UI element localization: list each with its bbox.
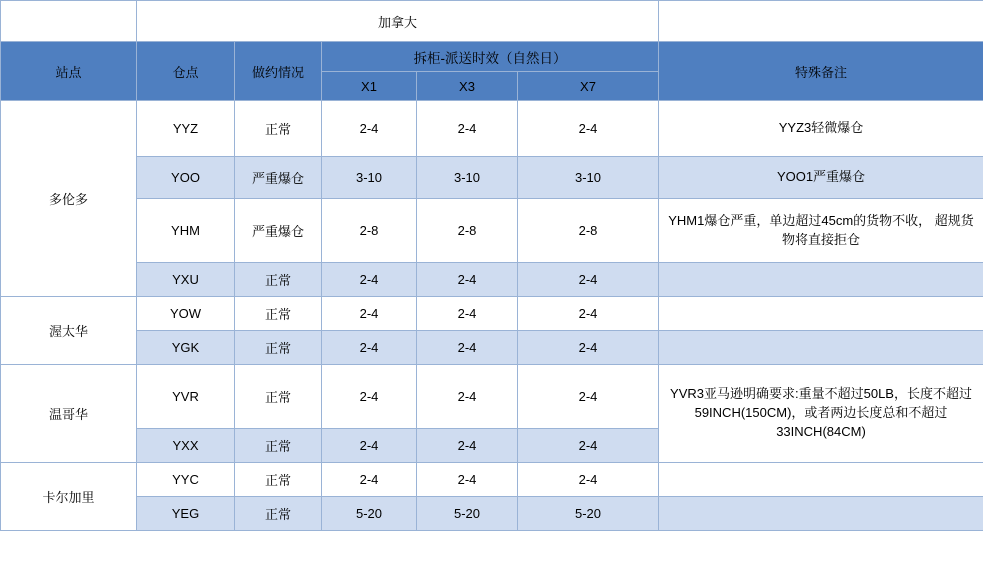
cell-leadtime-x3: 2-4 bbox=[417, 463, 518, 497]
header-remark: 特殊备注 bbox=[659, 42, 983, 101]
cell-leadtime-x7: 5-20 bbox=[518, 497, 659, 531]
cell-remark: YOO1严重爆仓 bbox=[659, 157, 983, 199]
cell-remark bbox=[659, 263, 983, 297]
title-right-spacer bbox=[659, 1, 983, 42]
cell-leadtime-x7: 2-8 bbox=[518, 199, 659, 263]
cell-leadtime-x1: 2-4 bbox=[322, 429, 417, 463]
table-row bbox=[1, 263, 983, 297]
cell-leadtime-x7: 2-4 bbox=[518, 101, 659, 157]
table-row bbox=[1, 365, 983, 429]
table-row bbox=[1, 101, 983, 157]
cell-contract-status: 正常 bbox=[235, 497, 322, 531]
table-row bbox=[1, 331, 983, 365]
table-row bbox=[1, 297, 983, 331]
table-row bbox=[1, 199, 983, 263]
header-warehouse: 仓点 bbox=[137, 42, 235, 101]
header-contract: 做约情况 bbox=[235, 42, 322, 101]
header-x7: X7 bbox=[518, 72, 659, 101]
cell-warehouse: YYC bbox=[137, 463, 235, 497]
cell-leadtime-x1: 2-4 bbox=[322, 365, 417, 429]
header-x1: X1 bbox=[322, 72, 417, 101]
cell-leadtime-x3: 2-4 bbox=[417, 365, 518, 429]
cell-leadtime-x1: 2-4 bbox=[322, 331, 417, 365]
cell-remark bbox=[659, 497, 983, 531]
cell-remark: YYZ3轻微爆仓 bbox=[659, 101, 983, 157]
cell-contract-status: 正常 bbox=[235, 429, 322, 463]
cell-remark bbox=[659, 297, 983, 331]
header-station: 站点 bbox=[1, 42, 137, 101]
cell-contract-status: 正常 bbox=[235, 331, 322, 365]
cell-contract-status: 严重爆仓 bbox=[235, 199, 322, 263]
cell-leadtime-x1: 2-4 bbox=[322, 463, 417, 497]
cell-leadtime-x3: 3-10 bbox=[417, 157, 518, 199]
cell-warehouse: YXU bbox=[137, 263, 235, 297]
cell-leadtime-x1: 2-4 bbox=[322, 297, 417, 331]
cell-contract-status: 正常 bbox=[235, 263, 322, 297]
cell-leadtime-x3: 2-4 bbox=[417, 263, 518, 297]
cell-leadtime-x1: 5-20 bbox=[322, 497, 417, 531]
cell-leadtime-x3: 2-4 bbox=[417, 331, 518, 365]
cell-warehouse: YOO bbox=[137, 157, 235, 199]
cell-warehouse: YGK bbox=[137, 331, 235, 365]
table-row bbox=[1, 463, 983, 497]
cell-leadtime-x3: 5-20 bbox=[417, 497, 518, 531]
cell-contract-status: 正常 bbox=[235, 297, 322, 331]
cell-station: 渥太华 bbox=[1, 297, 137, 365]
cell-warehouse: YOW bbox=[137, 297, 235, 331]
cell-leadtime-x7: 2-4 bbox=[518, 331, 659, 365]
cell-leadtime-x3: 2-4 bbox=[417, 429, 518, 463]
title-left-spacer bbox=[1, 1, 137, 42]
cell-leadtime-x3: 2-4 bbox=[417, 297, 518, 331]
cell-contract-status: 正常 bbox=[235, 101, 322, 157]
cell-leadtime-x7: 2-4 bbox=[518, 463, 659, 497]
cell-station: 温哥华 bbox=[1, 365, 137, 463]
cell-remark: YHM1爆仓严重，单边超过45cm的货物不收， 超规货物将直接拒仓 bbox=[659, 199, 983, 263]
cell-remark bbox=[659, 331, 983, 365]
cell-warehouse: YHM bbox=[137, 199, 235, 263]
cell-leadtime-x1: 3-10 bbox=[322, 157, 417, 199]
page-title: 加拿大 bbox=[137, 1, 659, 42]
cell-remark bbox=[659, 463, 983, 497]
cell-warehouse: YXX bbox=[137, 429, 235, 463]
title-row bbox=[1, 1, 983, 42]
cell-contract-status: 严重爆仓 bbox=[235, 157, 322, 199]
cell-leadtime-x1: 2-8 bbox=[322, 199, 417, 263]
cell-station: 卡尔加里 bbox=[1, 463, 137, 531]
header-x3: X3 bbox=[417, 72, 518, 101]
header-leadtime-group: 拆柜-派送时效（自然日） bbox=[322, 42, 659, 72]
table-row bbox=[1, 157, 983, 199]
cell-leadtime-x7: 2-4 bbox=[518, 263, 659, 297]
table-row bbox=[1, 497, 983, 531]
cell-contract-status: 正常 bbox=[235, 365, 322, 429]
cell-remark: YVR3亚马逊明确要求:重量不超过50LB，长度不超过59INCH(150CM)，或者两边长度总和不超过33INCH(84CM) bbox=[659, 365, 983, 463]
cell-leadtime-x3: 2-8 bbox=[417, 199, 518, 263]
cell-contract-status: 正常 bbox=[235, 463, 322, 497]
cell-leadtime-x3: 2-4 bbox=[417, 101, 518, 157]
cell-leadtime-x7: 3-10 bbox=[518, 157, 659, 199]
cell-warehouse: YYZ bbox=[137, 101, 235, 157]
cell-station: 多伦多 bbox=[1, 101, 137, 297]
cell-leadtime-x1: 2-4 bbox=[322, 101, 417, 157]
cell-warehouse: YVR bbox=[137, 365, 235, 429]
cell-leadtime-x1: 2-4 bbox=[322, 263, 417, 297]
cell-leadtime-x7: 2-4 bbox=[518, 297, 659, 331]
header-row-top bbox=[1, 42, 983, 72]
cell-leadtime-x7: 2-4 bbox=[518, 365, 659, 429]
cell-leadtime-x7: 2-4 bbox=[518, 429, 659, 463]
cell-warehouse: YEG bbox=[137, 497, 235, 531]
